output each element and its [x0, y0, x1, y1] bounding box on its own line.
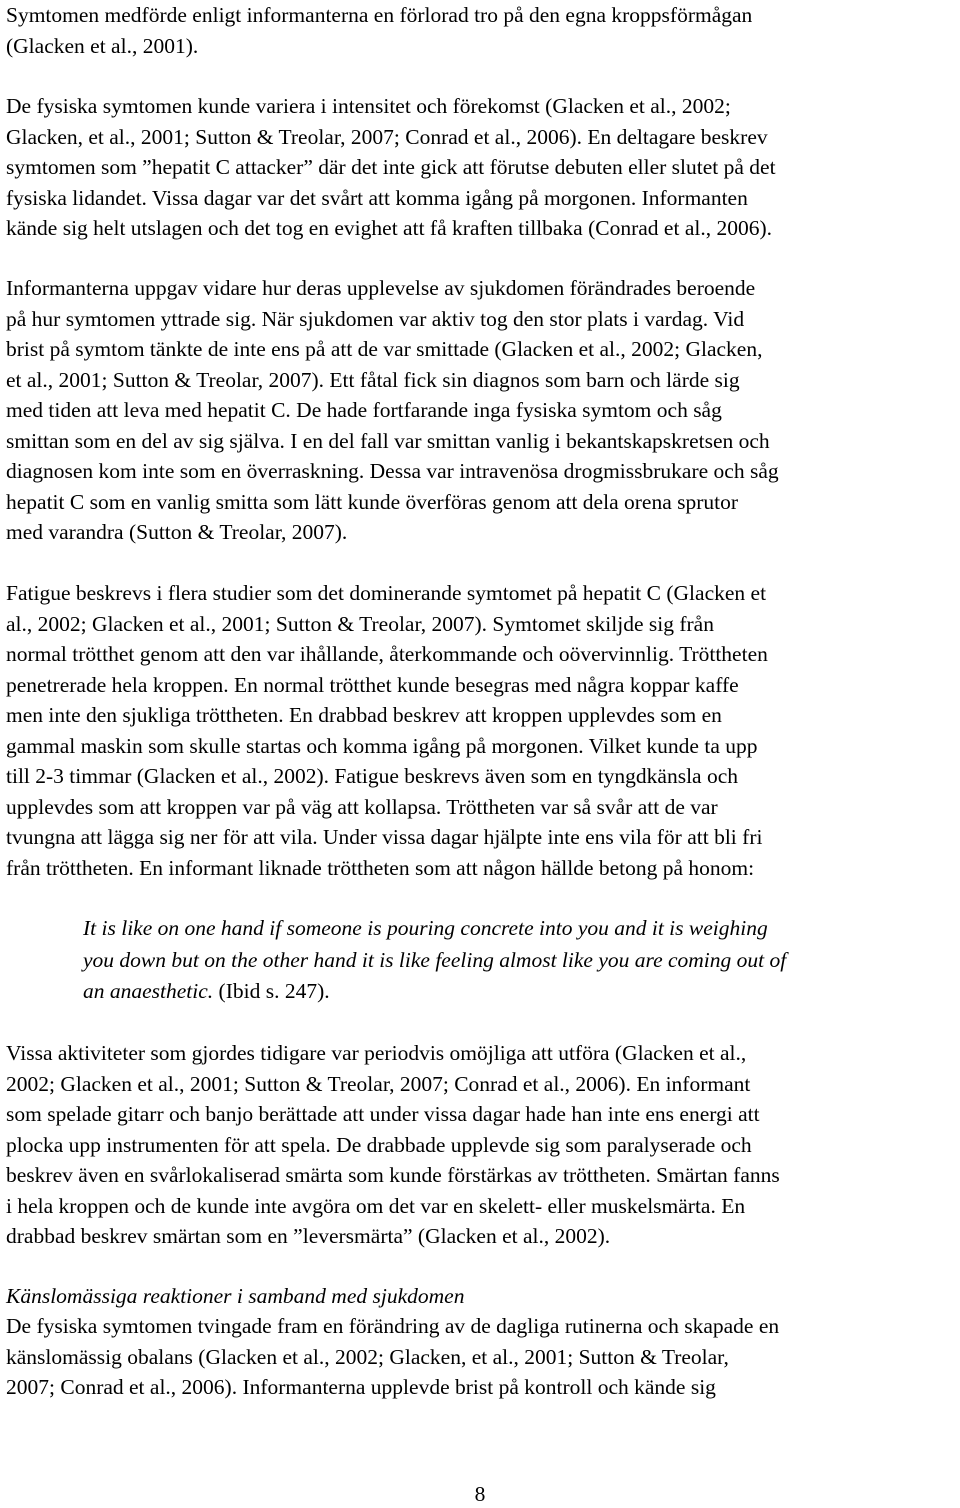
text-line: Symtomen medförde enligt informanterna en förlorad tro på den egna kroppsförmågan	[6, 3, 753, 27]
text-line: Fatigue beskrevs i flera studier som det dominerande symtomet på hepatit C (Glacken et	[6, 581, 767, 605]
text-line: smittan som en del av sig själva. I en del fall var smittan vanlig i bekantskapskretsen och	[6, 428, 770, 453]
text-line: till 2-3 timmar (Glacken et al., 2002). Fatigue beskrevs även som en tyngdkänsla och	[6, 764, 739, 788]
text-line: fysiska lidandet. Vissa dagar var det svårt att komma igång på morgonen. Informanten	[6, 185, 748, 210]
text-line: upplevdes som att kroppen var på väg att kollapsa. Tröttheten var så svår att de var	[6, 794, 718, 819]
text-line: symtomen som ”hepatit C attacker” där det inte gick att förutse debuten eller slutet på det	[6, 155, 776, 179]
text-line: med varandra (Sutton & Treolar, 2007).	[6, 520, 348, 544]
paragraph-3	[6, 273, 956, 548]
text-line: kände sig helt utslagen och det tog en evighet att få kraften tillbaka (Conrad et al., 2006).	[6, 216, 772, 240]
quote-line: you down but on the other hand it is like feeling almost like you are coming out of	[83, 947, 787, 972]
text-line: från tröttheten. En informant liknade tröttheten som att någon hällde betong på honom:	[6, 855, 755, 880]
paragraph-1	[6, 0, 956, 61]
text-line: De fysiska symtomen tvingade fram en förändring av de dagliga rutinerna och skapade en	[6, 1314, 780, 1338]
quote-citation: (Ibid s. 247).	[213, 979, 330, 1003]
text-line: penetrerade hela kroppen. En normal trötthet kunde besegras med några koppar kaffe	[6, 672, 739, 697]
text-line: al., 2002; Glacken et al., 2001; Sutton & Treolar, 2007). Symtomet skiljde sig från	[6, 611, 714, 636]
section-heading: Känslomässiga reaktioner i samband med sjukdomen	[6, 1284, 465, 1308]
paragraph-4	[6, 578, 956, 883]
text-line: gammal maskin som skulle startas och komma igång på morgonen. Vilket kunde ta upp	[6, 733, 758, 758]
text-line: hepatit C som en vanlig smitta som lätt kunde överföras genom att dela orena sprutor	[6, 489, 739, 514]
text-line: Vissa aktiviteter som gjordes tidigare var periodvis omöjliga att utföra (Glacken et al.,	[6, 1041, 747, 1065]
text-line: (Glacken et al., 2001).	[6, 33, 199, 58]
quote-last-line	[83, 976, 953, 1008]
quote-line: an anaesthetic.	[83, 979, 214, 1003]
text-line: men inte den sjukliga tröttheten. En drabbad beskrev att kroppen upplevdes som en	[6, 703, 722, 727]
text-line: på hur symtomen yttrade sig. När sjukdomen var aktiv tog den stor plats i vardag. Vid	[6, 306, 745, 331]
text-line: normal trötthet genom att den var ihållande, återkommande och oövervinnlig. Tröttheten	[6, 642, 768, 666]
text-line: diagnosen kom inte som en överraskning. Dessa var intravenösa drogmissbrukare och såg	[6, 459, 779, 483]
page-number: 8	[474, 1482, 486, 1506]
text-line: drabbad beskrev smärtan som en ”leversmärta” (Glacken et al., 2002).	[6, 1224, 611, 1248]
paragraph-2	[6, 91, 956, 244]
text-line: 2007; Conrad et al., 2006). Informanterna upplevde brist på kontroll och kände sig	[6, 1375, 716, 1399]
text-line: plocka upp instrumenten för att spela. De drabbade upplevde sig som paralyserade och	[6, 1132, 752, 1157]
text-line: et al., 2001; Sutton & Treolar, 2007). Ett fåtal fick sin diagnos som barn och lärde sig	[6, 367, 740, 392]
text-line: känslomässig obalans (Glacken et al., 2002; Glacken, et al., 2001; Sutton & Treolar,	[6, 1344, 729, 1369]
text-line: Informanterna uppgav vidare hur deras upplevelse av sjukdomen förändrades beroende	[6, 276, 756, 300]
text-line: i hela kroppen och de kunde inte avgöra om det var en skelett- eller muskelsmärta. En	[6, 1193, 746, 1218]
block-quote	[83, 913, 953, 1008]
text-line: med tiden att leva med hepatit C. De hade fortfarande inga fysiska symtom och såg	[6, 398, 722, 422]
quote-line: It is like on one hand if someone is pouring concrete into you and it is weighing	[83, 916, 768, 940]
text-line: som spelade gitarr och banjo berättade att under vissa dagar hade han inte ens energi att	[6, 1102, 760, 1126]
text-line: Glacken, et al., 2001; Sutton & Treolar, 2007; Conrad et al., 2006). En deltagare beskrev	[6, 124, 768, 149]
paragraph-5	[6, 1038, 956, 1252]
text-line: 2002; Glacken et al., 2001; Sutton & Treolar, 2007; Conrad et al., 2006). En informant	[6, 1071, 751, 1096]
text-line: brist på symtom tänkte de inte ens på att de var smittade (Glacken et al., 2002; Glacken,	[6, 337, 763, 361]
text-line: tvungna att lägga sig ner för att vila. Under vissa dagar hjälpte inte ens vila för att bli fri	[6, 825, 763, 849]
paragraph-6	[6, 1311, 956, 1403]
text-line: De fysiska symtomen kunde variera i intensitet och förekomst (Glacken et al., 2002;	[6, 94, 731, 118]
text-line: beskrev även en svårlokaliserad smärta som kunde förstärkas av tröttheten. Smärtan fanns	[6, 1163, 780, 1187]
